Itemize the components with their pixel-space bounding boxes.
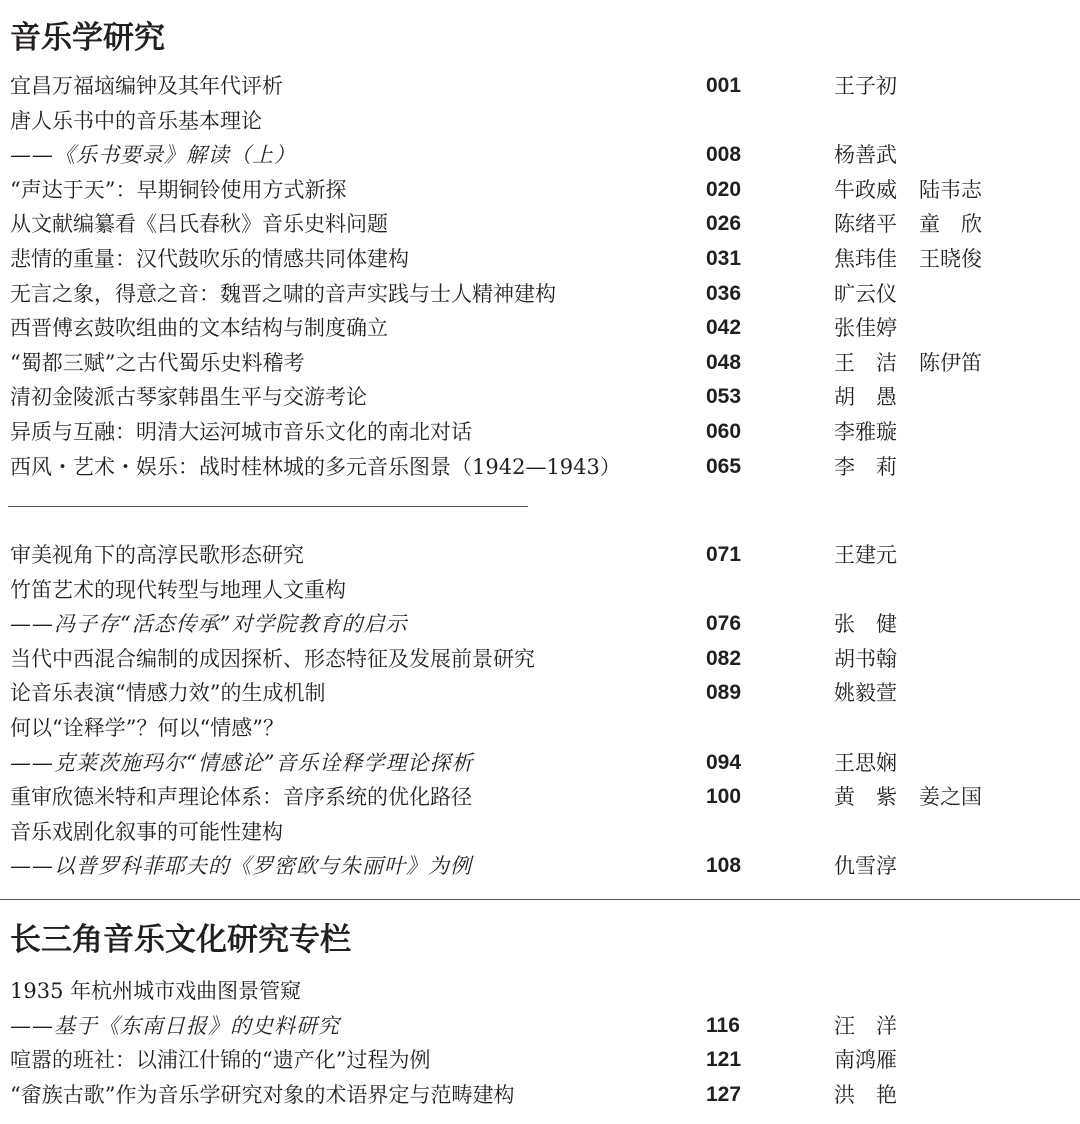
entry-title: 1935 年杭州城市戏曲图景管窥 [10,979,302,1003]
author-name: 李雅璇 [834,420,897,444]
entry-authors [834,676,919,710]
page-number: 076 [706,612,742,636]
entry-title: 西晋傅玄鼓吹组曲的文本结构与制度确立 [10,316,388,341]
toc-entry[interactable] [0,1043,1080,1077]
author-name: 洪 艳 [834,1082,897,1107]
toc-entry[interactable] [0,207,1080,241]
entry-authors [834,69,919,103]
page-number: 108 [706,854,742,878]
entry-title: 无言之象，得意之音：魏晋之啸的音声实践与士人精神建构 [10,281,556,306]
entry-title: “声达于天”：早期铜铃使用方式新探 [10,177,347,202]
toc-entry[interactable] [0,1078,1080,1112]
toc-entry[interactable] [0,711,1080,745]
entry-title: “畲族古歌”作为音乐学研究对象的术语界定与范畴建构 [10,1082,515,1107]
toc-entry[interactable] [0,642,1080,676]
entry-subtitle: ——克莱茨施玛尔“情感论”音乐诠释学理论探析 [10,750,474,775]
toc-entry[interactable] [0,676,1080,710]
entry-authors [834,1078,919,1112]
author-name: 童 欣 [919,212,982,237]
author-name: 王子初 [834,74,897,98]
author-name: 李 莉 [834,454,897,479]
page-number: 001 [706,74,742,97]
toc-entry[interactable] [0,277,1080,311]
entry-title: 喧嚣的班社：以浦江什锦的“遗产化”过程为例 [10,1048,431,1073]
page-number: 036 [706,281,742,305]
toc-entry[interactable] [0,380,1080,414]
toc-entry[interactable] [0,573,1080,607]
author-name: 南鸿雁 [834,1048,897,1073]
toc-entry[interactable] [0,415,1080,449]
entry-title: 异质与互融：明清大运河城市音乐文化的南北对话 [10,420,472,444]
page-number: 089 [706,681,742,705]
toc-entry[interactable] [0,780,1080,814]
toc-entry-subtitle[interactable] [0,1009,1080,1043]
entry-authors [834,207,1004,241]
toc-entry[interactable] [0,69,1080,103]
entry-title: 论音乐表演“情感力效”的生成机制 [10,681,326,706]
author-name: 汪 洋 [834,1013,897,1038]
section-divider [8,506,528,507]
author-name: 胡书翰 [834,646,897,671]
author-name: 焦玮佳 [834,247,897,271]
author-name: 姚毅萱 [834,681,897,706]
entry-authors [834,780,1004,814]
toc-entry[interactable] [0,242,1080,276]
page-number: 100 [706,785,742,809]
toc-entry[interactable] [0,104,1080,138]
page-number: 082 [706,646,742,670]
page-number: 053 [706,385,742,409]
entry-subtitle: ——基于《东南日报》的史料研究 [10,1013,340,1038]
entry-title: 悲情的重量：汉代鼓吹乐的情感共同体建构 [10,247,409,271]
toc-entry[interactable] [0,346,1080,380]
entry-title: 当代中西混合编制的成因探析、形态特征及发展前景研究 [10,646,535,671]
toc-entry-subtitle[interactable] [0,138,1080,172]
author-name: 王思娴 [834,750,897,775]
page-number: 127 [706,1082,742,1106]
entry-authors [834,746,919,780]
author-name: 陆韦志 [919,177,982,202]
author-name: 陈绪平 [834,212,897,237]
page-number: 071 [706,543,742,566]
entry-authors [834,538,919,572]
author-name: 黄 紫 [834,785,897,810]
page-number: 121 [706,1048,742,1072]
entry-title: 宜昌万福垴编钟及其年代评析 [10,74,283,98]
section-title: 长三角音乐文化研究专栏 [10,922,351,958]
author-name: 张佳婷 [834,316,897,341]
toc-entry[interactable] [0,815,1080,849]
section-title: 音乐学研究 [10,20,165,56]
entry-authors [834,415,919,449]
author-name: 杨善武 [834,143,897,168]
entry-authors [834,642,919,676]
entry-authors [834,450,919,484]
section-divider [0,899,1080,900]
entry-title: 何以“诠释学”？何以“情感”？ [10,716,284,740]
author-name: 胡 愚 [834,385,897,410]
page-number: 008 [706,143,742,167]
entry-authors [834,1009,919,1043]
page-number: 065 [706,454,742,478]
entry-authors [834,311,919,345]
author-name: 牛政威 [834,177,897,202]
author-name: 陈伊笛 [919,350,982,375]
entry-title: “蜀都三赋”之古代蜀乐史料稽考 [10,350,305,375]
entry-title: 竹笛艺术的现代转型与地理人文重构 [10,577,346,602]
entry-authors [834,173,1004,207]
author-name: 王建元 [834,543,897,567]
page-number: 048 [706,350,742,374]
entry-title: 从文献编纂看《吕氏春秋》音乐史料问题 [10,212,388,237]
entry-title: 清初金陵派古琴家韩畕生平与交游考论 [10,385,367,410]
entry-authors [834,380,919,414]
entry-title: 重审欣德米特和声理论体系：音序系统的优化路径 [10,785,472,810]
toc-entry-subtitle[interactable] [0,849,1080,883]
toc-entry[interactable] [0,173,1080,207]
author-name: 姜之国 [919,785,982,810]
entry-authors [834,849,919,883]
page-number: 042 [706,316,742,340]
entry-authors [834,1043,919,1077]
toc-entry[interactable] [0,538,1080,572]
toc-entry[interactable] [0,311,1080,345]
author-name: 仇雪淳 [834,854,897,879]
page-number: 031 [706,247,742,270]
entry-title: 音乐戏剧化叙事的可能性建构 [10,819,283,844]
entry-subtitle: ——《乐书要录》解读（上） [10,143,296,168]
entry-authors [834,242,1004,276]
toc-entry[interactable] [0,974,1080,1008]
author-name: 旷云仪 [834,281,897,306]
entry-title: 西风・艺术・娱乐：战时桂林城的多元音乐图景（1942—1943） [10,454,621,479]
entry-title: 唐人乐书中的音乐基本理论 [10,108,262,133]
entry-title: 审美视角下的高淳民歌形态研究 [10,543,304,567]
author-name: 王 洁 [834,350,897,375]
toc-entry-subtitle[interactable] [0,607,1080,641]
entry-authors [834,346,1004,380]
entry-subtitle: ——以普罗科菲耶夫的《罗密欧与朱丽叶》为例 [10,854,472,879]
entry-subtitle: ——冯子存“活态传承”对学院教育的启示 [10,612,408,637]
page-number: 020 [706,177,742,201]
page-number: 026 [706,212,742,236]
toc-entry[interactable] [0,450,1080,484]
entry-authors [834,138,919,172]
entry-authors [834,277,919,311]
page-number: 060 [706,420,742,443]
author-name: 王晓俊 [919,247,982,271]
page-number: 094 [706,750,742,774]
author-name: 张 健 [834,612,897,637]
page-number: 116 [706,1013,740,1037]
entry-authors [834,607,919,641]
toc-entry-subtitle[interactable] [0,746,1080,780]
